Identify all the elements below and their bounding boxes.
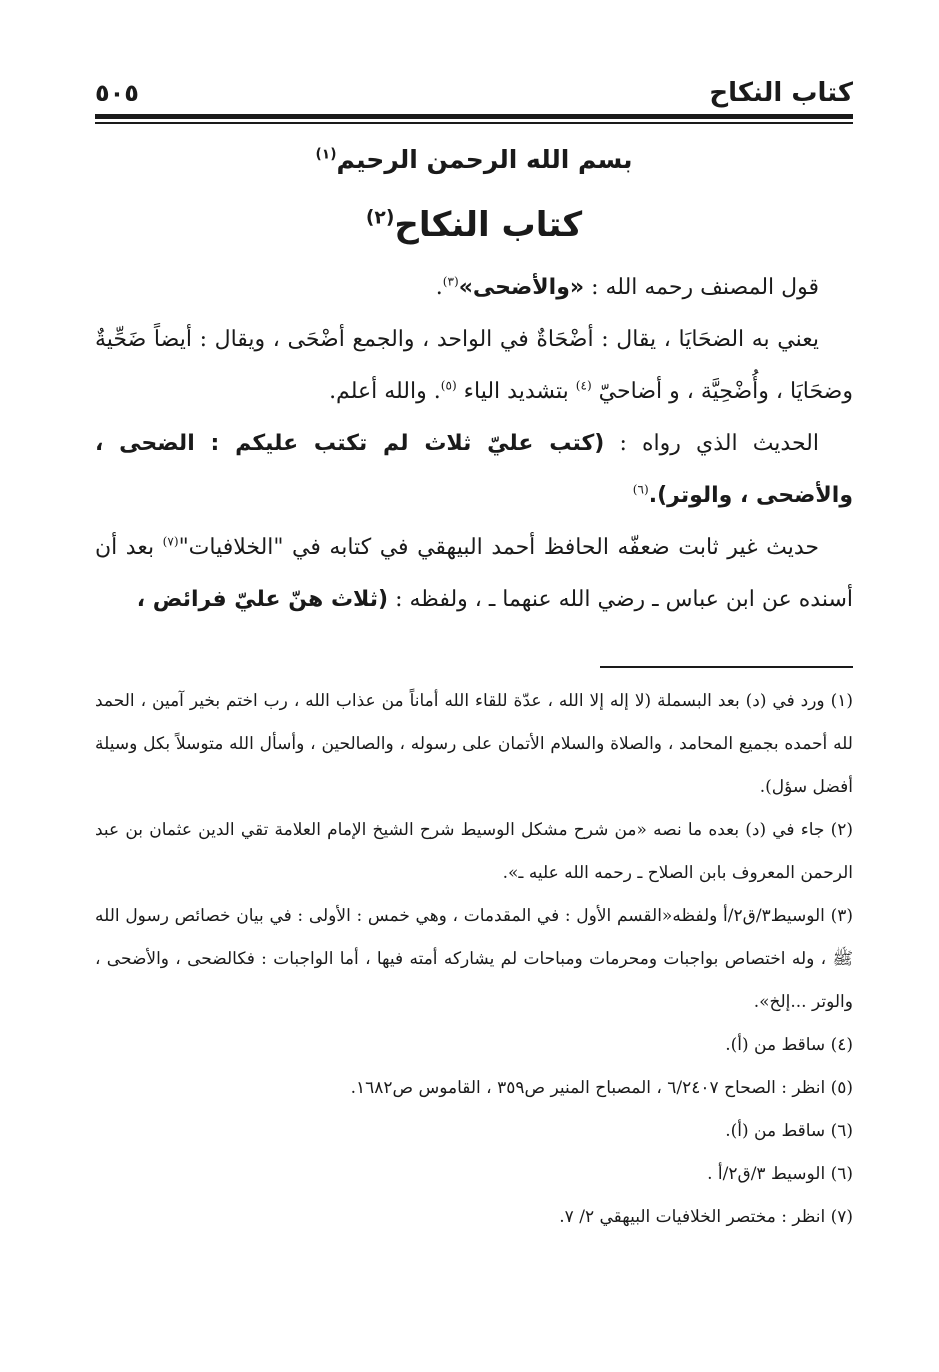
paragraph-1 bbox=[95, 262, 853, 314]
header-rule-thick bbox=[95, 114, 853, 119]
footnote-6b bbox=[95, 1153, 853, 1196]
footnote-number: (٧) bbox=[830, 1207, 853, 1227]
footnote-line: ساقط من (أ). bbox=[725, 1121, 826, 1141]
footnote-line: ورد في (د) بعد البسملة (لا إله إلا الله ، عدّة للقاء الله أماناً من عذاب الله ، رب اختم بخير bbox=[189, 691, 825, 711]
basmala bbox=[95, 140, 853, 180]
paragraph-3-hadith-quote: (كتب عليّ ثلاث لم تكتب عليكم : الضحى ، والأضحى ، والوتر). bbox=[95, 431, 853, 508]
footnote-4 bbox=[95, 1024, 853, 1067]
footnote-line: انظر : الصحاح ٦/٢٤٠٧ ، المصباح المنير ص٣٥٩ ، القاموس ص١٦٨٢. bbox=[350, 1078, 826, 1098]
running-header bbox=[95, 72, 853, 108]
paragraph-4-text-b: بعد أن أسنده عن ابن عباس ـ رضي الله عنهما ـ ، ولفظه : bbox=[95, 535, 853, 612]
paragraph-1-end: . bbox=[435, 275, 443, 300]
footnote-number: (٤) bbox=[830, 1035, 853, 1055]
footnote-line: الوسيط٣/ق٢/أ ولفظه«القسم الأول : في المقدمات ، وهي خمس : الأولى : في بيان bbox=[236, 906, 825, 926]
footnote-number: (٦) bbox=[830, 1121, 853, 1141]
footnote-line: انظر : مختصر الخلافيات البيهقي ٢/ ٧. bbox=[559, 1207, 826, 1227]
chapter-title-footnote-ref: (٢) bbox=[365, 207, 395, 229]
footnote-line: خصائص رسول الله ﷺ ، وله اختصاص بواجبات ومحرمات ومباحات لم يشاركه أمته فيها ، bbox=[95, 906, 853, 969]
paragraph-1-footnote-ref: (٣) bbox=[442, 274, 459, 289]
chapter-title bbox=[95, 198, 853, 252]
footnote-line: جاء في (د) بعده ما نصه «من شرح مشكل الوسيط شرح الشيخ الإمام العلامة تقي الدين bbox=[198, 820, 825, 840]
footnote-line: عثمان بن عبد الرحمن المعروف بابن الصلاح ـ رحمه الله عليه ـ». bbox=[95, 820, 853, 883]
footnote-3 bbox=[95, 895, 853, 1024]
paragraph-2-text-b: بتشديد الياء bbox=[456, 379, 576, 404]
paragraph-3-intro: الحديث الذي رواه : bbox=[604, 431, 819, 456]
footnote-number: (١) bbox=[830, 691, 854, 711]
paragraph-4-footnote-ref: (٧) bbox=[162, 534, 179, 549]
footnote-number: (٣) bbox=[830, 906, 853, 926]
paragraph-3-footnote-ref: (٦) bbox=[632, 482, 649, 497]
page-number: ٥٠٥ bbox=[95, 79, 139, 107]
header-rule-thin bbox=[95, 122, 853, 124]
footnote-2 bbox=[95, 809, 853, 895]
footnote-5 bbox=[95, 1067, 853, 1110]
main-text bbox=[95, 262, 853, 626]
footnote-7 bbox=[95, 1196, 853, 1239]
footnote-1 bbox=[95, 680, 853, 809]
footnote-line: أما الواجبات : فكالضحى ، والأضحى ، والوتر ...إلخ». bbox=[95, 949, 853, 1012]
footnote-number: (٥) bbox=[830, 1078, 853, 1098]
paragraph-2-footnote-ref-2: (٥) bbox=[440, 378, 457, 393]
footnotes bbox=[95, 680, 853, 1239]
running-header-chapter: كتاب النكاح bbox=[709, 78, 853, 108]
footnote-line: آمين ، الحمد لله أحمده بجميع المحامد ، والصلاة والسلام الأتمان على رسوله ، والصالحين ، bbox=[95, 691, 853, 754]
chapter-title-text: كتاب النكاح bbox=[394, 205, 583, 245]
footnote-number: (٢) bbox=[830, 820, 853, 840]
paragraph-3 bbox=[95, 418, 853, 522]
footnote-number: (٦) bbox=[830, 1164, 853, 1184]
paragraph-4-text-a: حديث غير ثابت ضعفّه الحافظ أحمد البيهقي في كتابه في "الخلافيات" bbox=[178, 535, 819, 560]
footnote-line: وأسأل الله متوسلاً بكل وسيلة أفضل سؤل). bbox=[95, 734, 853, 797]
paragraph-2-footnote-ref-1: (٤) bbox=[575, 378, 592, 393]
footnote-separator bbox=[600, 666, 853, 668]
paragraph-2 bbox=[95, 314, 853, 418]
paragraph-1-quote: «والأضحى» bbox=[458, 275, 585, 300]
basmala-footnote-ref: (١) bbox=[315, 146, 337, 163]
basmala-text: بسم الله الرحمن الرحيم bbox=[336, 145, 633, 174]
footnote-6a bbox=[95, 1110, 853, 1153]
paragraph-4 bbox=[95, 522, 853, 626]
paragraph-4-hadith-quote: (ثلاث هنّ عليّ فرائض ، bbox=[136, 587, 389, 612]
footnote-line: الوسيط ٣/ق٢/أ . bbox=[707, 1164, 826, 1184]
paragraph-1-intro: قول المصنف رحمه الله : bbox=[584, 275, 819, 300]
paragraph-2-text-a: يعني به الضحَايَا ، يقال : أضْحَاةٌ في الواحد ، والجمع أضْحَى ، ويقال : أيضاً ضَحِّيةٌ وضحَايَا ، وأُضْحِيَّة ، و أضاحيّ bbox=[95, 327, 853, 404]
paragraph-2-text-c: . والله أعلم. bbox=[329, 379, 441, 404]
footnote-line: ساقط من (أ). bbox=[725, 1035, 826, 1055]
